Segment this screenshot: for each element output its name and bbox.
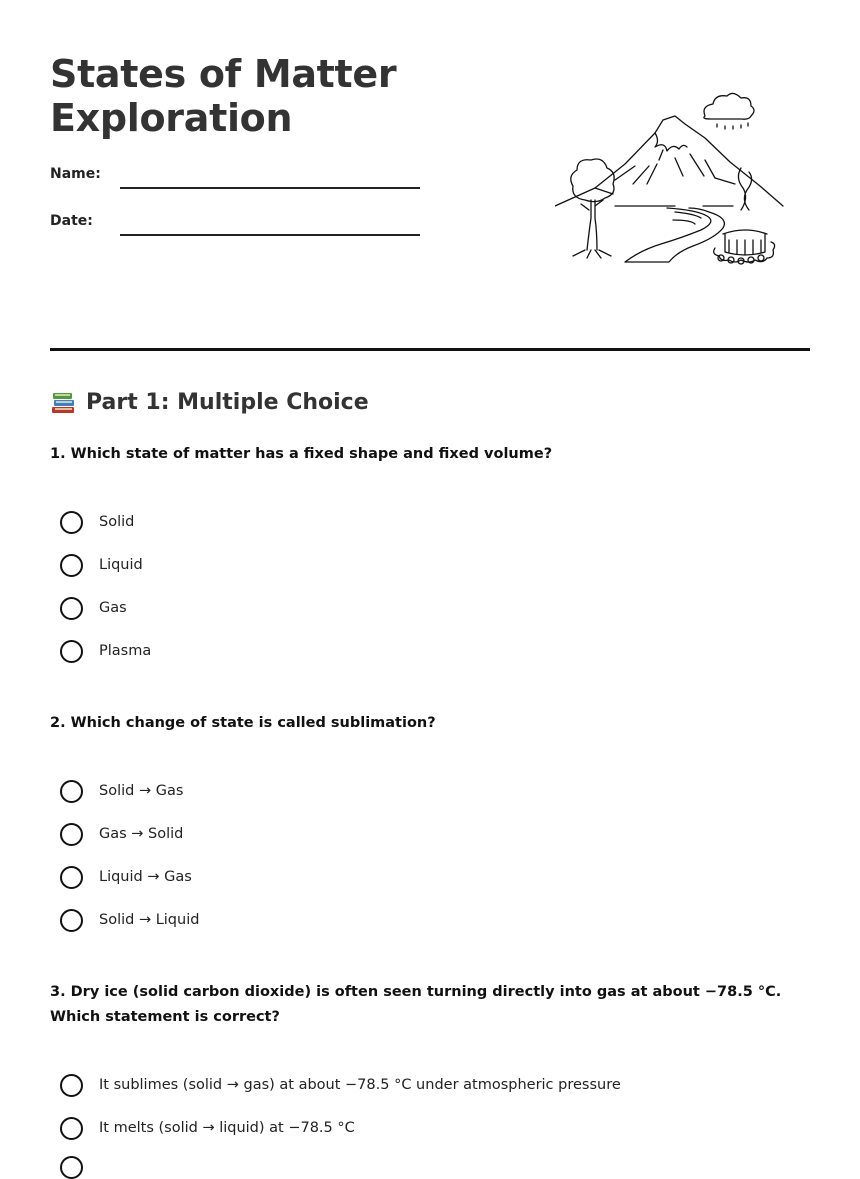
radio-button[interactable] <box>60 909 83 932</box>
question-3-option-2[interactable] <box>60 1115 355 1141</box>
option-label: Solid → Gas <box>99 783 184 799</box>
option-label: Liquid → Gas <box>99 869 192 885</box>
title-line-2: Exploration <box>50 96 293 140</box>
river-icon <box>625 208 724 262</box>
cloud-icon <box>704 93 754 119</box>
question-2: 2. Which change of state is called sublimation? <box>50 715 436 731</box>
radio-button[interactable] <box>60 1074 83 1097</box>
question-1-option-4[interactable] <box>60 638 151 664</box>
question-3: 3. Dry ice (solid carbon dioxide) is often seen turning directly into gas at about −78.5 °C. Which statement is correct? <box>50 984 782 1025</box>
question-2-option-4[interactable] <box>60 907 199 933</box>
name-label: Name: <box>50 166 101 182</box>
option-label: Liquid <box>99 557 143 573</box>
date-field[interactable] <box>120 234 420 236</box>
question-1: 1. Which state of matter has a fixed shape and fixed volume? <box>50 446 553 462</box>
question-1-option-3[interactable] <box>60 595 127 621</box>
radio-button[interactable] <box>60 597 83 620</box>
mountain-icon <box>555 116 783 206</box>
question-1-option-1[interactable] <box>60 509 134 535</box>
option-label: Solid <box>99 514 135 530</box>
question-2-option-1[interactable] <box>60 778 183 804</box>
rain-icon <box>717 123 748 129</box>
radio-button[interactable] <box>60 640 83 663</box>
header-divider <box>50 348 810 351</box>
tree-icon <box>571 159 614 202</box>
question-1-option-2[interactable] <box>60 552 143 578</box>
radio-button[interactable] <box>60 554 83 577</box>
question-3-option-1[interactable] <box>60 1072 621 1098</box>
books-icon <box>50 390 76 416</box>
question-3-option-3-radio[interactable] <box>60 1156 83 1179</box>
part-1-heading <box>50 388 369 418</box>
radio-button[interactable] <box>60 823 83 846</box>
radio-button[interactable] <box>60 511 83 534</box>
part-1-heading-text: Part 1: Multiple Choice <box>86 390 369 415</box>
page-title <box>50 52 396 140</box>
question-2-option-2[interactable] <box>60 821 183 847</box>
option-label: It sublimes (solid → gas) at about −78.5 °C under atmospheric pressure <box>99 1077 621 1093</box>
option-label: Plasma <box>99 643 152 659</box>
option-label: It melts (solid → liquid) at −78.5 °C <box>99 1120 355 1136</box>
option-label: Gas → Solid <box>99 826 184 842</box>
date-label: Date: <box>50 213 93 229</box>
radio-button[interactable] <box>60 1117 83 1140</box>
name-field[interactable] <box>120 187 420 189</box>
option-label: Gas <box>99 600 127 616</box>
question-2-option-3[interactable] <box>60 864 192 890</box>
title-line-1: States of Matter <box>50 52 397 96</box>
radio-button[interactable] <box>60 866 83 889</box>
bowl-icon <box>723 230 767 255</box>
radio-button[interactable] <box>60 780 83 803</box>
landscape-illustration <box>555 88 785 273</box>
option-label: Solid → Liquid <box>99 912 200 928</box>
